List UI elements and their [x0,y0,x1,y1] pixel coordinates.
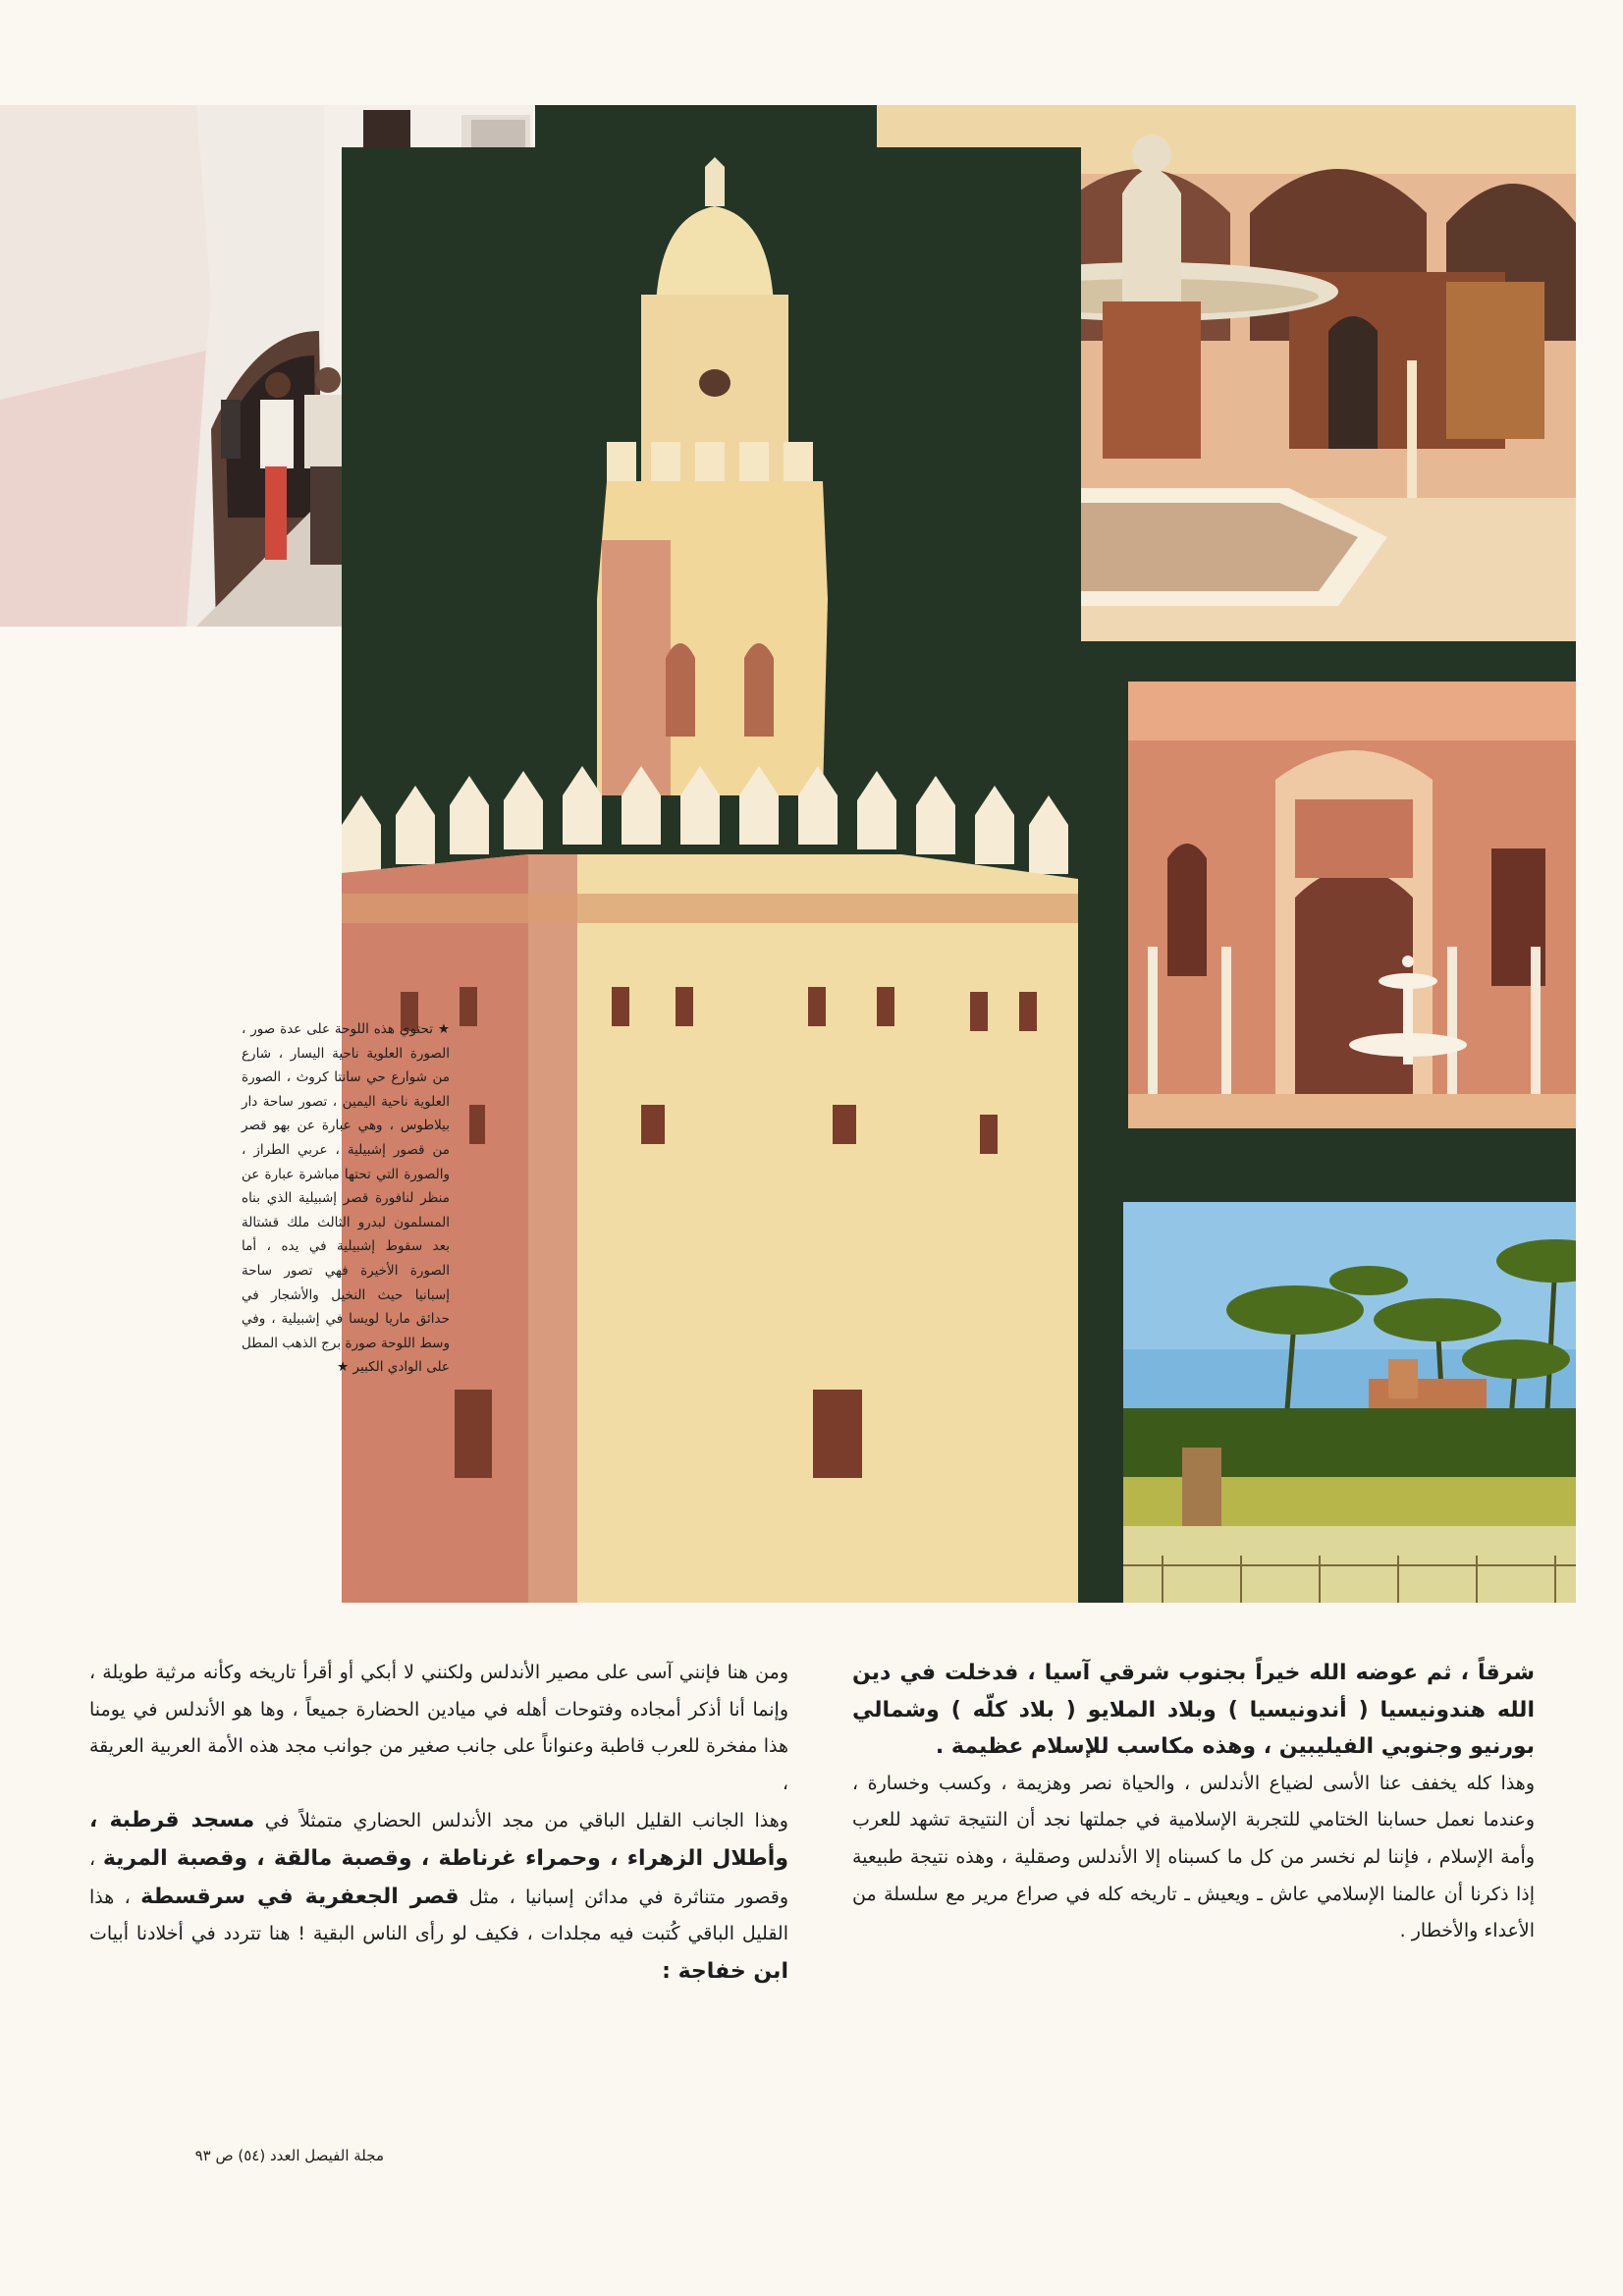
garden-photo [1123,1202,1576,1603]
text-run: وهذا الجانب القليل الباقي من مجد الأندلس الحضاري متمثلاً في [264,1810,788,1832]
article-column-right [852,1655,1535,1950]
tower-photo [342,147,1081,1603]
lead-paragraph: شرقاً ، ثم عوضه الله خيراً بجنوب شرقي آسيا ، فدخلت في دين الله هندونيسيا ( أندونيسيا ) وبلاد الملايو ( بلاد كلّه ) وشمالي بورنيو وجنوبي الفيليبين ، وهذه مكاسب للإسلام عظيمة . [852,1661,1535,1760]
body-paragraph-mixed [89,1802,788,1991]
text-run: ، هذا القليل الباقي كُتبت فيه مجلدات ، فكيف لو رأى الناس البقية ! هنا تتردد في أخلادنا أبيات [89,1886,788,1945]
bold-run: قصر الجعفرية في سرقسطة [140,1884,460,1909]
photo-caption: ★ تحتوي هذه اللوحة على عدة صور ، الصورة العلوية ناحية اليسار ، شارع من شوارع حي سانتا كروث ، الصورة العلوية ناحية اليمين ، تصور ساحة دار بيلاطوس ، وهي عبارة عن بهو قصر من قصور إشبيلية ، عربي الطراز ، والصورة التي تحتها مباشرة عبارة عن منظر لنافورة قصر إشبيلية الذي بناه المسلمون لبدرو الثالث ملك قشتالة بعد سقوط إشبيلية في يده ، أما الصورة الأخيرة فهي تصور ساحة إسبانيا حيث النخيل والأشجار في حدائق ماريا لويسا في إشبيلية ، وفي وسط اللوحة صورة برج الذهب المطل على الوادي الكبير ★ [242,1021,450,1376]
arch-photo [1128,682,1576,1128]
article-column-left [89,1655,788,1991]
text-run: ، وقصور متناثرة في مدائن إسبانيا ، مثل [89,1847,788,1908]
page-footer: مجلة الفيصل العدد (٥٤) ص ٩٣ [194,2147,384,2164]
body-paragraph: وهذا كله يخفف عنا الأسى لضياع الأندلس ، والحياة نصر وهزيمة ، وكسب وخسارة ، وعندما نعمل حسابنا الختامي للتجربة الإسلامية في جملتها نجد أن النتيجة تشهد للعرب وأمة الإسلام ، فإننا لم نخسر من كل ما كسبناه إلا الأندلس وصقلية ، وهذه نتيجة طبيعية إذا ذكرنا أن عالمنا الإسلامي عاش ـ ويعيش ـ تاريخه كله في صراع مرير مع سلسلة من الأعداء والأخطار . [852,1772,1535,1942]
bold-run: مسجد قرطبة ، وأطلال الزهراء ، وحمراء غرناطة ، وقصبة مالقة ، وقصبة المرية [89,1808,788,1871]
body-paragraph: ومن هنا فإنني آسى على مصير الأندلس ولكنني لا أبكي أو أقرأ تاريخه وكأنه مرثية طويلة ، وإنما أنا أذكر أمجاده وفتوحات أهله في ميادين الحضارة جميعاً ، وها هو الأندلس في يومنا هذا مفخرة للعرب قاطبة وعنواناً على جانب صغير من جوانب مجد هذه الأمة العربية العريقة ، [89,1662,788,1794]
bold-run: ابن خفاجة : [662,1958,788,1984]
